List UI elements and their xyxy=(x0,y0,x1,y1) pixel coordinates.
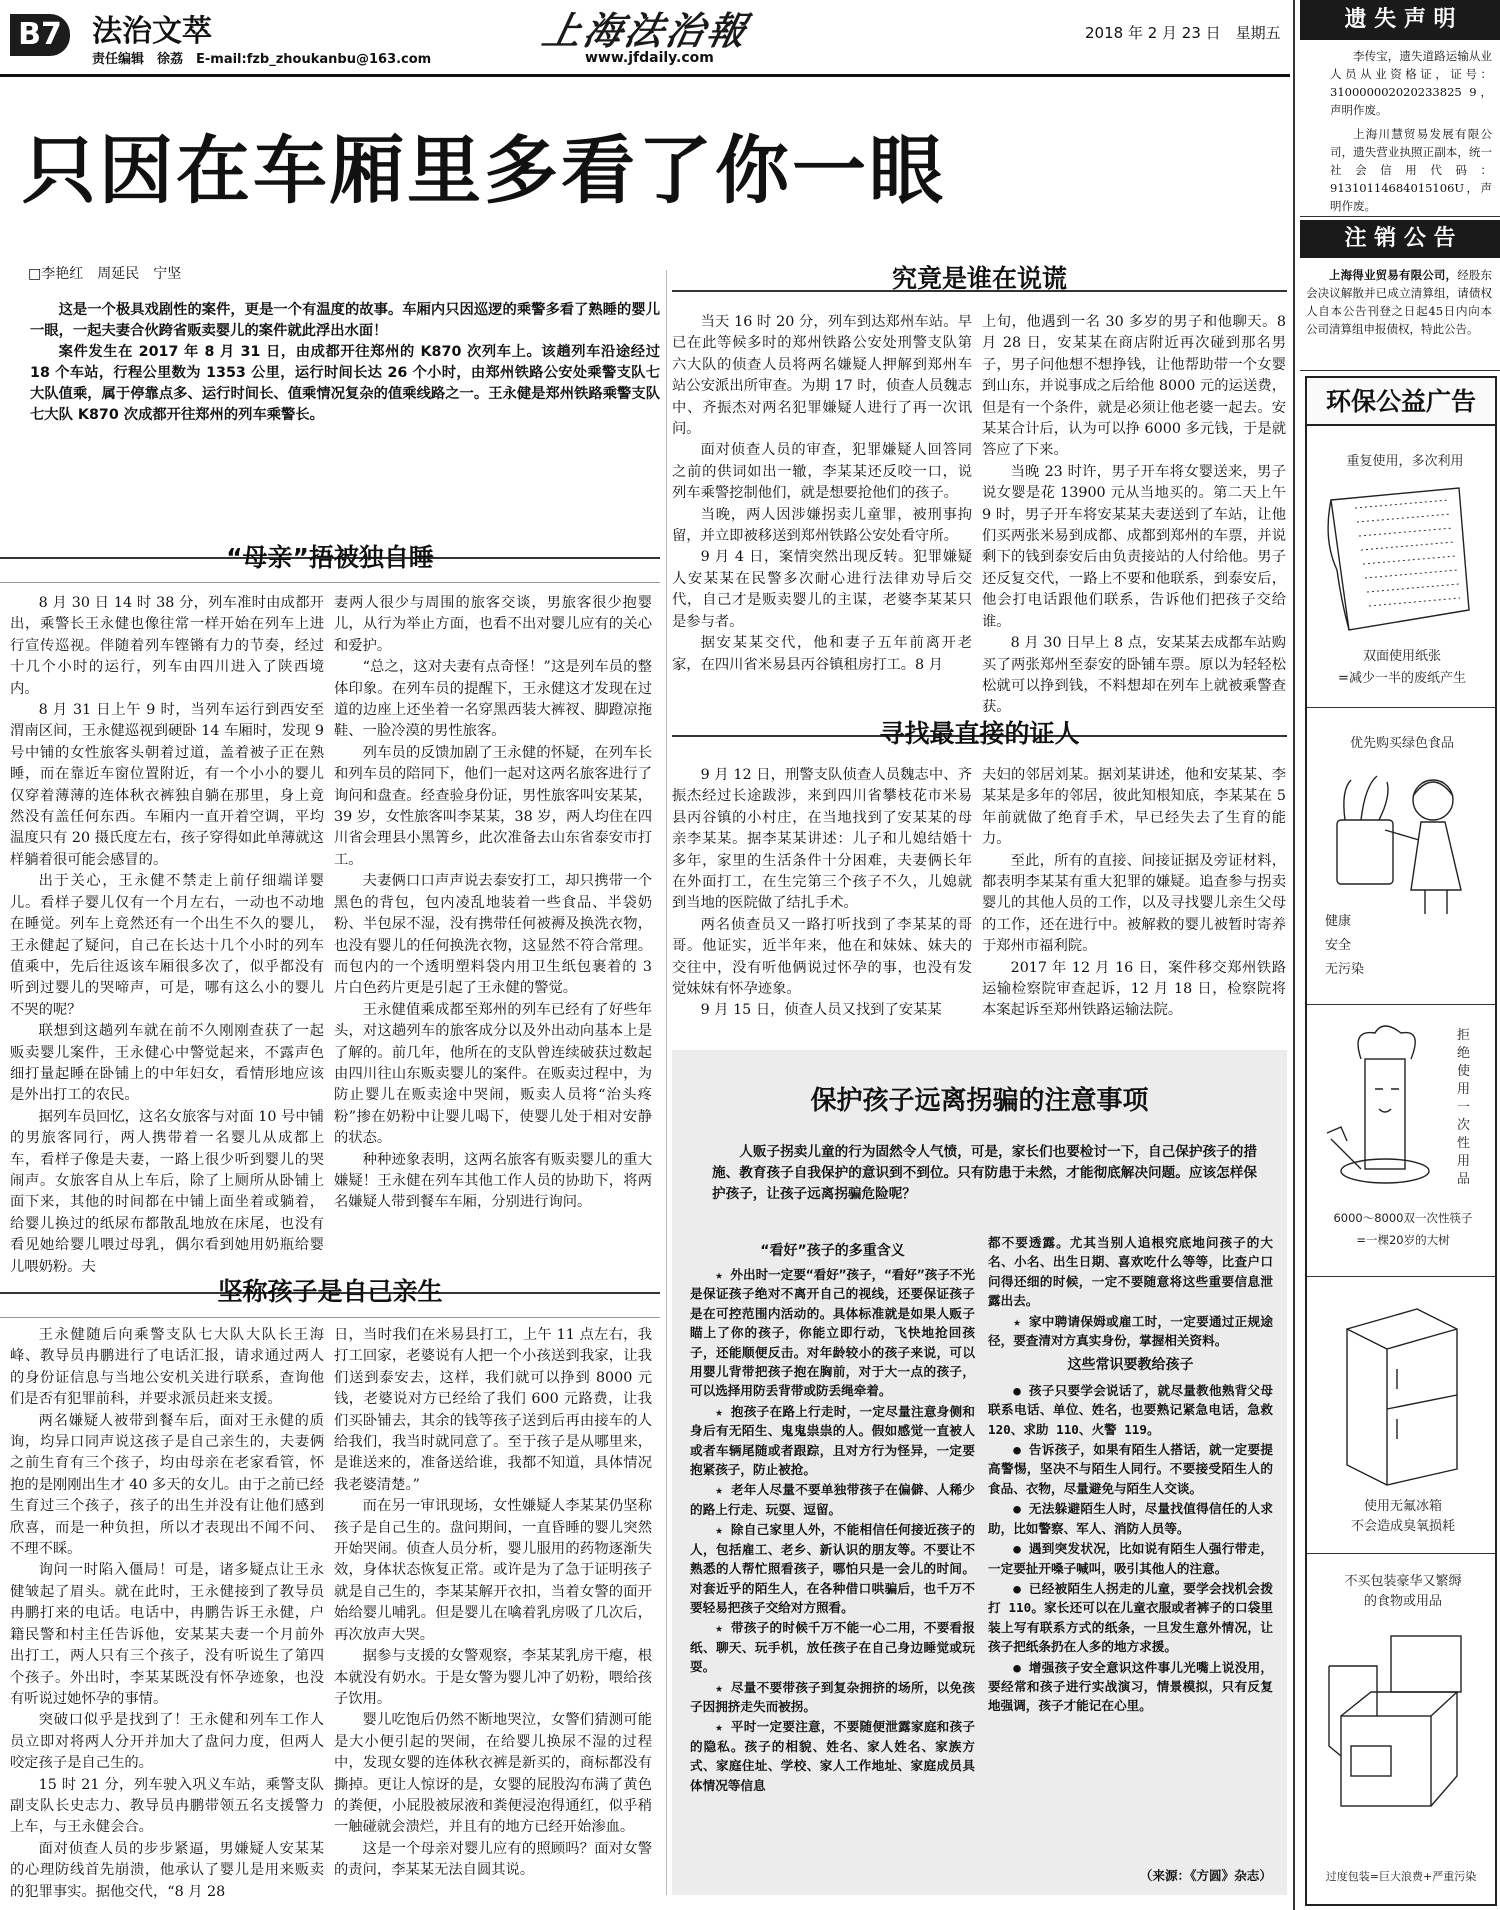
paragraph: 2017 年 12 月 16 日，案件移交郑州铁路运输检察院审查起诉，12 月 18 日，检察院将本案起诉至郑州铁路运输法院。 xyxy=(982,959,1286,1019)
paragraph: 联想到这趟列车就在前不久刚刚查获了一起贩卖婴儿案件，王永健心中警觉起来，不露声色细打量起睡在卧铺上的中年妇女，看情形地应该是外出打工的农民。 xyxy=(10,1023,324,1104)
notice-item: 上海川慧贸易发展有限公司，遗失营业执照正副本，统一社会信用代码：91310114684015106U，声明作废。 xyxy=(1330,127,1492,213)
cancel-notice-title: 注 销 公 告 xyxy=(1344,226,1456,251)
tip-item: ★ 外出时一定要“看好”孩子，“看好”孩子不光是保证孩子绝对不离开自己的视线，还要保证孩子是在可控范围内活动的。具体标准就是如果人贩子瞄上了你的孩子，你能立即行动，飞快地抢回孩子，还能顺便反击。对年龄较小的孩子来说，可以用婴儿背带把孩子抱在胸前，对于大一点的孩子，可以选择用防丢背带或防丢绳牵着。 xyxy=(690,1267,975,1399)
section-title: 究竟是谁在说谎 xyxy=(891,264,1067,293)
paragraph: 当天 16 时 20 分，列车到达郑州车站。早已在此等候多时的郑州铁路公安处刑警支队第六大队的侦查人员将两名嫌疑人押解到郑州车站公安派出所审查。为期 17 时，侦查人员魏志中、齐振杰对两名犯罪嫌疑人进行了再一次讯问。 xyxy=(672,314,972,438)
paragraph: 日，当时我们在米易县打工，上午 11 点左右，我打工回家，老婆说有人把一个小孩送到我家，让我们送到泰安去，这样，我们就可以挣到 8000 元钱，老婆说对方已经给了我们 600 元路费，让我们买卧铺去，其余的钱等孩子送到后再由接车的人给我们，我当时就同意了。至于孩子是从哪里来，是谁送来的，准备送给谁，我都不知道，具体情况我老婆清楚。” xyxy=(334,1327,652,1493)
lead-text xyxy=(30,300,665,426)
section3-col1 xyxy=(672,312,972,707)
paragraph: 突破口似乎是找到了！王永健和列车工作人员立即对将两人分开并加大了盘问力度，但两人咬定孩子是自己生的。 xyxy=(10,1712,324,1772)
paragraph: 面对侦查人员的步步紧逼，男嫌疑人安某某的心理防线首先崩溃，他承认了婴儿是用来贩卖的犯罪事实。据他交代，“8 月 28 xyxy=(10,1840,324,1900)
page-code-badge: B7 xyxy=(10,14,70,56)
paragraph: 面对侦查人员的审查，犯罪嫌疑人回答同之前的供词如出一辙，李某某还反咬一口，说列车乘警挖制他们，就是想要抢他们的孩子。 xyxy=(672,442,972,502)
paragraph: 15 时 21 分，列车驶入巩义车站，乘警支队副支队长史志力、教导员冉鹏带领五名支援警力上车，与王永健会合。 xyxy=(10,1776,324,1836)
ad-caption: 使用无氟冰箱 不会造成臭氧损耗 xyxy=(1350,1499,1455,1534)
ad-title: 环保公益广告 xyxy=(1325,387,1476,416)
gift-box-icon xyxy=(1321,1626,1485,1826)
website: www.jfdaily.com xyxy=(585,50,714,66)
refrigerator-icon xyxy=(1327,1299,1477,1489)
ad-caption: 优先购买绿色食品 xyxy=(1349,736,1454,751)
tip-item: ★ 带孩子的时候千万不能一心二用，不要看报纸、聊天、玩手机，放任孩子在自己身边睡觉或玩耍。 xyxy=(690,1620,975,1675)
masthead xyxy=(0,0,1300,80)
cancel-notice-header xyxy=(1300,220,1500,258)
paragraph: 8 月 30 日早上 8 点，安某某去成都车站购买了两张郑州至泰安的卧铺车票。原以为轻轻松松就可以挣到钱，不料想却在列车上就被乘警查获。 xyxy=(982,635,1286,716)
notice-rule xyxy=(1300,370,1500,371)
ad-panel xyxy=(1307,1556,1495,1904)
paragraph: 9 月 15 日，侦查人员又找到了安某某 xyxy=(700,1002,942,1019)
byline: □李艳红 周延民 宁坚 xyxy=(28,266,182,282)
paragraph: 出于关心，王永健不禁走上前仔细端详婴儿。看样子婴儿仅有一个月左右，一动也不动地在睡觉。列车上竟然还有一个出生不久的婴儿，王永健起了疑问，自己在长达十几个小时的列车值乘中，先后往返该车厢很多次了，似乎都没有听到过婴儿的哭啼声，可是，哪有这么小的婴儿不哭的呢？ xyxy=(10,873,324,1018)
ad-caption: 拒绝使用一次性用品 xyxy=(1457,1028,1471,1187)
lost-notice-title: 遗 失 声 明 xyxy=(1344,7,1456,32)
lead-paragraph: 案件发生在 2017 年 8 月 31 日，由成都开往郑州的 K870 次列车上。该趟列车沿途经过 18 个车站，行程公里数为 1353 公里，运行时间长达 26 个小时，由郑州铁路公安处乘警支队七大队值乘，属于停靠点多、运行时间长、值乘情况复杂的值乘线路之一。王永健是郑州铁路乘警支队七大队 K870 次成都开往郑州的列车乘警长。 xyxy=(30,344,665,423)
section-name: 法治文萃 xyxy=(92,14,212,49)
safety-tips-box xyxy=(672,1050,1287,1895)
tip-item: ★ 平时一定要注意，不要随便泄露家庭和孩子的隐私。孩子的相貌、姓名、家人姓名、家族方式、家庭住址、学校、家人工作地址、家庭成员具体情况等信息 xyxy=(690,1719,975,1793)
notice-text: 经股东会决议解散并已成立清算组，请债权人自本公告刊登之日起45日内向本公司清算组申报债权，特此公告。 xyxy=(1306,268,1493,336)
section-underline xyxy=(0,582,660,583)
section3-col2 xyxy=(982,312,1291,716)
lost-notice-header xyxy=(1300,0,1500,40)
headline: 只因在车厢里多看了你一眼 xyxy=(22,128,946,214)
column-divider xyxy=(666,270,667,1895)
notice-rule xyxy=(1300,216,1500,217)
ad-panel xyxy=(1307,1279,1495,1554)
section1-col1 xyxy=(10,593,329,1275)
eco-ad xyxy=(1305,376,1497,1906)
cancel-notice-body xyxy=(1306,266,1492,366)
box-source: （来源：《方圆》杂志） xyxy=(1139,1868,1272,1883)
ad-caption: 双面使用纸张 =减少一半的废纸产生 xyxy=(1338,649,1466,686)
paragraph: 当晚，两人因涉嫌拐卖儿童罪，被刑事拘留，并立即被移送到郑州铁路公安处看守所。 xyxy=(672,506,972,545)
paragraph: “总之，这对夫妻有点奇怪！”这是列车员的整体印象。在列车员的提醒下，王永健这才发现在过道的边座上还坐着一名穿黑西装大裤衩、脚蹬凉拖鞋、一脸冷漠的男性旅客。 xyxy=(334,659,652,740)
tip-item: ★ 抱孩子在路上行走时，一定尽量注意身侧和身后有无陌生、鬼鬼祟祟的人。假如感觉一直被人或者车辆尾随或者跟踪，且对方行为怪异，一定要抱紧孩子，防止被抢。 xyxy=(690,1403,975,1478)
section-title: 寻找最直接的证人 xyxy=(879,719,1080,748)
paragraph: 上旬，他遇到一名 30 多岁的男子和他聊天。8 月 28 日，安某某在商店附近再次碰到那名男子，男子问他想不想挣钱，让他帮助带一个女婴到山东，并说事成之后给他 8000 元的运送费，但是有一个条件，就是必须让他老婆一起去。安某某合计后，认为可以挣 6000 多元钱，于是就答应了下来。 xyxy=(982,314,1291,459)
issue-date: 2018 年 2 月 23 日 星期五 xyxy=(1085,24,1281,42)
lost-notice-body xyxy=(1330,47,1492,212)
girl-with-vegetables-icon xyxy=(1321,760,1485,920)
section2-col2 xyxy=(334,1325,652,1905)
ad-caption: 6000～8000双一次性筷子 =一棵20岁的大树 xyxy=(1333,1211,1473,1247)
section1-col2 xyxy=(334,593,657,1253)
tip-item: 都不要透露。尤其当别人追根究底地问孩子的大名、小名、出生日期、喜欢吃什么等等，比查户口问得还细的时候，一定不要随意将这些重要信息泄露出去。 xyxy=(988,1235,1273,1309)
tip-item: ★ 除自己家里人外，不能相信任何接近孩子的人，包括雇工、老乡、新认识的朋友等。不要让不熟悉的人帮忙照看孩子，哪怕只是一会儿的时间。对套近乎的陌生人，在各种借口哄骗后，也千万不要轻易把孩子交给对方照看。 xyxy=(690,1522,975,1615)
lead-paragraph: 这是一个极具戏剧性的案件，更是一个有温度的故事。车厢内只因巡逻的乘警多看了熟睡的婴儿一眼，一起夫妻合伙跨省贩卖婴儿的案件就此浮出水面！ xyxy=(30,302,660,339)
section4-col1 xyxy=(672,765,972,1020)
paragraph: 据参与支援的女警观察，李某某乳房干瘪，根本就没有奶水。于是女警为婴儿冲了奶粉，喂给孩子饮用。 xyxy=(334,1648,652,1707)
tree-stump-icon xyxy=(1321,1019,1445,1199)
ad-header xyxy=(1307,378,1495,426)
paper-logo: 上海法治報 xyxy=(538,8,754,53)
paragraph: 8 月 30 日 14 时 38 分，列车准时由成都开出，乘警长王永健也像往常一样开始在列车上进行宣传巡视。伴随着列车铿锵有力的节奏，经过十几个小时的运行，列车由四川进入了陕西境内。 xyxy=(10,595,324,697)
right-column-divider xyxy=(1293,0,1295,1910)
paragraph: 而在另一审讯现场，女性嫌疑人李某某仍坚称孩子是自己生的。盘问期间，一直昏睡的婴儿突然开始哭闹。侦查人员分析，婴儿服用的药物逐渐失效，身体状态恢复正常。或许是为了急于证明孩子就是自己生的，李某某解开衣扣，当着女警的面开始给婴儿哺乳。但是婴儿在噙着乳房吸了几次后，再次放声大哭。 xyxy=(334,1498,652,1643)
section2-col1 xyxy=(10,1325,324,1905)
paragraph: 当晚 23 时许，男子开车将女婴送来，男子说女婴是花 13900 元从当地买的。第二天上午 9 时，男子开车将安某某夫妻送到了车站，让他们买两张米易到成都、成都到郑州的车票，并说剩下的钱到泰安后由负责接站的人付给他。男子还反复交代，一路上不要和他联系，到泰安后，他会打电话跟他们联系，告诉他们把孩子交给谁。 xyxy=(982,463,1291,630)
ad-caption: 健康 安全 无污染 xyxy=(1325,914,1365,977)
box-intro: 人贩子拐卖儿童的行为固然令人气愤，可是，家长们也要检讨一下，自己保护孩子的措施、教育孩子自我保护的意识到不到位。只有防患于未然，才能彻底解决问题。应该怎样保护孩子，让孩子远离拐骗危险呢？ xyxy=(712,1144,1257,1202)
paragraph: 这是一个母亲对婴儿应有的照顾吗？面对女警的责问，李某某无法自圆其说。 xyxy=(334,1840,652,1879)
paragraph: 种种迹象表明，这两名旅客有贩卖婴儿的重大嫌疑！王永健在列车其他工作人员的协助下，将两名嫌疑人带到餐车车厢，分别进行询问。 xyxy=(334,1151,652,1211)
box-col2 xyxy=(988,1233,1273,1853)
paragraph: 据列车员回忆，这名女旅客与对面 10 号中铺的男旅客同行，两人携带着一名婴儿从成都上车，看样子像是夫妻，一路上很少听到婴儿的哭闹声。女旅客自从上车后，除了上厕所从卧铺上面下来，其他的时间都在中铺上面坐着或躺着，给婴儿换过的纸尿布都散乱地放在床尾，也没有看见她给婴儿喂过母乳，偶尔看到她用奶瓶给婴儿喂奶粉。夫 xyxy=(10,1108,324,1275)
tip-item: ● 已经被陌生人拐走的儿童，要学会找机会拨打 110。家长还可以在儿童衣服或者裤子的口袋里装上写有联系方式的纸条，一旦发生意外情况，让孩子把纸条扔在人多的地方求援。 xyxy=(988,1580,1273,1655)
notice-item: 李传宝，遗失道路运输从业人员从业资格证，证号：310000002020233825 9，声明作废。 xyxy=(1330,49,1492,117)
masthead-rule xyxy=(0,74,1290,77)
paragraph: 婴儿吃饱后仍然不断地哭泣，女警们猜测可能是大小便引起的哭闹，在给婴儿换尿不湿的过程中，发现女婴的连体秋衣裤是新买的，商标都没有撕掉。更让人惊讶的是，女婴的屁股沟布满了黄色的粪便，小屁股被尿液和粪便浸泡得通红，似乎稍一触碰就会溃烂，并且有的地方已经开始渗血。 xyxy=(334,1712,652,1836)
ad-caption: 不买包装豪华又繁缛 的食物或用品 xyxy=(1344,1574,1462,1609)
paragraph: 王永健值乘成都至郑州的列车已经有了好些年头，对这趟列车的旅客成分以及外出动向基本上是了解的。前几年，他所在的支队曾连续破获过数起由四川往山东贩卖婴儿的案件。在贩卖过程中，为防止婴儿在贩卖途中哭闹，贩卖人员将“治头疼粉”掺在奶粉中让婴儿喝下，使婴儿处于相对安静的状态。 xyxy=(334,1001,652,1147)
paragraph: 列车员的反馈加剧了王永健的怀疑，在列车长和列车员的陪同下，他们一起对这两名旅客进行了询问和盘查。经查验身份证，男性旅客叫安某某，39 岁，女性旅客叫李某某，38 岁，两人均住在四川省会理县小黑箐乡，此次准备去山东省泰安市打工。 xyxy=(334,744,652,868)
section-underline xyxy=(0,1317,660,1318)
section4-col2 xyxy=(982,765,1291,1020)
ad-panel xyxy=(1307,710,1495,1005)
paper-sheet-icon xyxy=(1319,480,1483,638)
paragraph: 夫妇的邻居刘某。据刘某讲述，他和安某某、李某某是多年的邻居，彼此知根知底，李某某在 5 年前就做了绝育手术，早已经失去了生育的能力。 xyxy=(982,767,1291,848)
tip-item: ● 遇到突发状况，比如说有陌生人强行带走，一定要扯开嗓子喊叫，吸引其他人的注意。 xyxy=(988,1541,1273,1576)
paragraph: 9 月 12 日，刑警支队侦查人员魏志中、齐振杰经过长途跋涉，来到四川省攀枝花市米易县丙谷镇的小村庄，在当地找到了安某某的母亲李某某。据李某某讲述：儿子和儿媳结婚十多年，家里的生活条件十分困难，夫妻俩长年在外面打工，在生完第三个孩子不久，儿媳就到当地的医院做了结扎手术。 xyxy=(672,767,972,912)
box-subtitle: “看好”孩子的多重含义 xyxy=(760,1243,905,1259)
paragraph: 夫妻俩口口声声说去泰安打工，却只携带一个黑色的背包，包内凌乱地装着一些食品、半袋奶粉、半包尿不湿，没有携带任何被褥及换洗衣物，也没有婴儿的任何换洗衣物，这显然不符合常理。而包内的一个透明塑料袋内用卫生纸包裹着的 3 片白色药片更是引起了王永健的警觉。 xyxy=(334,873,657,997)
tip-item: ● 增强孩子安全意识这件事儿光嘴上说没用，要经常和孩子进行实战演习，情景模拟，只有反复地强调，孩子才能记在心里。 xyxy=(988,1659,1273,1714)
paragraph: 王永健随后向乘警支队七大队大队长王海峰、教导员冉鹏进行了电话汇报，请求通过两人的身份证信息与当地公安机关进行联系，查询他们是否有犯罪前科，并要求派员赶来支援。 xyxy=(10,1327,324,1408)
paragraph: 两名嫌疑人被带到餐车后，面对王永健的质询，均异口同声说这孩子是自己亲生的，夫妻俩之前生育有三个孩子，均由母亲在老家看管，怀抱的是刚刚出生才 40 多天的女儿。由于之前已经生育过三个孩子，孩子的出生并没有让他们感到欣喜，而是一种负担，所以才表现出不闻不问、不理不睬。 xyxy=(10,1412,324,1558)
box-subtitle: 这些常识要教给孩子 xyxy=(1067,1357,1194,1374)
paragraph: 据安某某交代，他和妻子五年前离开老家，在四川省米易县丙谷镇租房打工。8 月 xyxy=(672,635,972,673)
editor-line: 责任编辑 徐荔 E-mail:fzb_zhoukanbu@163.com xyxy=(92,52,432,67)
paragraph: 询问一时陷入僵局！可是，诸多疑点让王永健皱起了眉头。就在此时，王永健接到了教导员冉鹏打来的电话。电话中，冉鹏告诉王永健，户籍民警和村主任告诉他，安某某夫妻一个月前外出打工，两人只有三个孩子，没有听说生了第四个孩子。外出时，李某某既没有怀孕迹象，也没有听说过她怀孕的事情。 xyxy=(10,1562,324,1707)
ad-panel xyxy=(1307,1007,1495,1277)
paragraph: 8 月 31 日上午 9 时，当列车运行到西安至渭南区间，王永健巡视到硬卧 14 车厢时，发现 9 号中铺的女性旅客头朝着过道，盖着被子正在熟睡，而在靠近车窗位置附近，有一个小小的婴儿仅穿着薄薄的连体秋衣裤独自躺在那里，身上竟然没有盖任何东西。车厢内一直开着空调，平均温度只有 20 摄氏度左右，孩子穿得如此单薄就这样躺着很可能会感冒的。 xyxy=(10,702,329,868)
tip-item: ● 孩子只要学会说话了，就尽量教他熟背父母联系电话、单位、姓名，也要熟记紧急电话，急救 120、求助 110、火警 119。 xyxy=(988,1382,1273,1437)
paragraph: 9 月 4 日，案情突然出现反转。犯罪嫌疑人安某某在民警多次耐心进行法律劝导后交代，自己才是贩卖婴儿的主谋，老婆李某某只是参与者。 xyxy=(672,549,972,630)
section-title: 坚称孩子是自己亲生 xyxy=(217,1277,443,1306)
company-name: 上海得业贸易有限公司， xyxy=(1329,268,1458,282)
paragraph: 妻两人很少与周围的旅客交谈，男旅客很少抱婴儿，从行为举止方面，也看不出对婴儿应有的关心和爱护。 xyxy=(334,595,652,654)
box-col1 xyxy=(690,1265,975,1865)
box-title: 保护孩子远离拐骗的注意事项 xyxy=(810,1086,1149,1116)
tip-item: ★ 尽量不要带孩子到复杂拥挤的场所，以免孩子因拥挤走失而被拐。 xyxy=(690,1679,975,1714)
ad-caption: 过度包装=巨大浪费+严重污染 xyxy=(1325,1870,1477,1883)
tip-item: ● 无法躲避陌生人时，尽量找值得信任的人求助，比如警察、军人、消防人员等。 xyxy=(988,1501,1273,1536)
paragraph: 两名侦查员又一路打听找到了李某某的哥哥。他证实，近半年来，他在和妹妹、妹夫的交往中，没有听他俩说过怀孕的事，也没有发觉妹妹有怀孕迹象。 xyxy=(672,916,972,998)
tip-item: ★ 老年人尽量不要单独带孩子在偏僻、人稀少的路上行走、玩耍、逗留。 xyxy=(690,1482,975,1517)
paragraph: 至此，所有的直接、间接证据及旁证材料，都表明李某某有重大犯罪的嫌疑。追查参与拐卖婴儿的其他人员的工作，以及寻找婴儿亲生父母的工作，还在进行中。被解救的婴儿被暂时寄养于郑州市福利院。 xyxy=(982,852,1286,955)
ad-panel xyxy=(1307,428,1495,708)
section-title: “母亲”捂被独自睡 xyxy=(226,543,434,572)
tip-item: ★ 家中聘请保姆或雇工时，一定要通过正规途径，要查清对方真实身份，掌握相关资料。 xyxy=(988,1313,1273,1349)
ad-caption: 重复使用，多次利用 xyxy=(1346,454,1464,469)
tip-item: ● 告诉孩子，如果有陌生人搭话，就一定要提高警惕，坚决不与陌生人同行。不要接受陌生人的食品、衣物，尽量避免与陌生人交谈。 xyxy=(988,1442,1273,1496)
